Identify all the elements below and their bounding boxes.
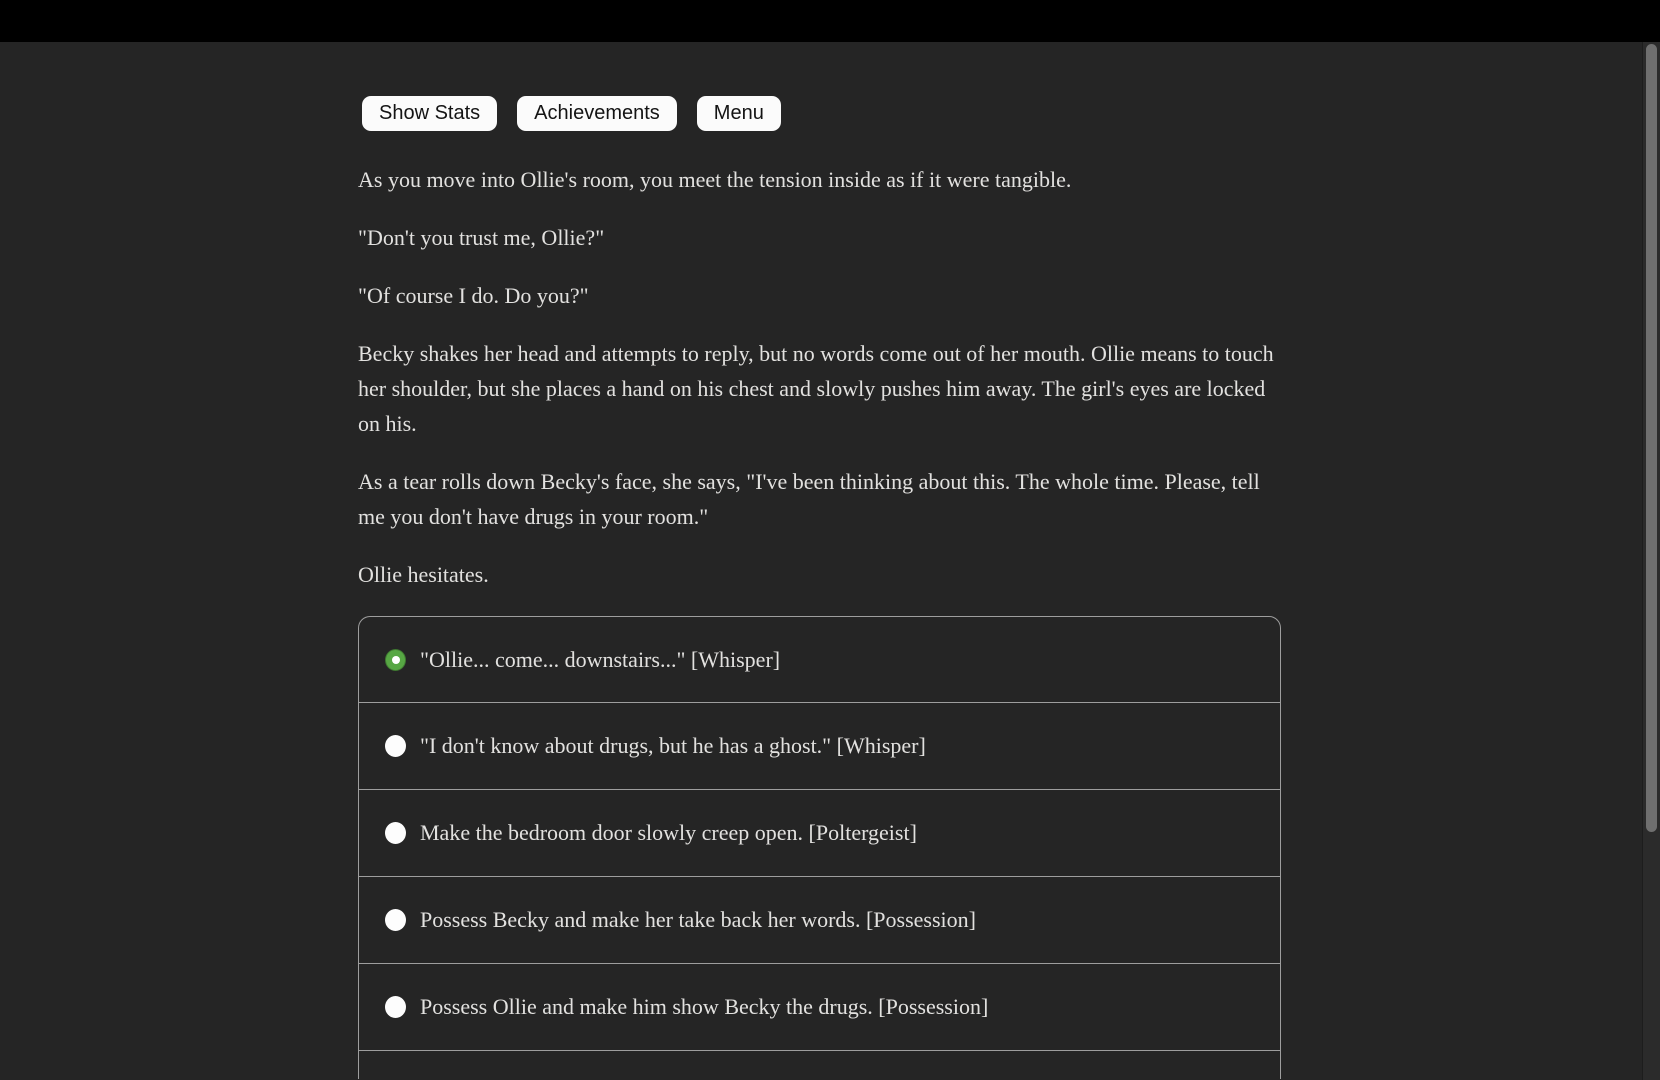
choice-option-3[interactable] [359, 789, 1280, 876]
choice-option-1[interactable] [359, 617, 1280, 702]
story-paragraph: As you move into Ollie's room, you meet the tension inside as if it were tangible. [358, 167, 1072, 192]
top-black-bar [0, 0, 1660, 42]
scrollbar-thumb[interactable] [1646, 44, 1657, 832]
show-stats-button[interactable]: Show Stats [362, 96, 497, 131]
choice-option-5[interactable] [359, 963, 1280, 1050]
story-text [358, 162, 1283, 592]
story-paragraph: "Of course I do. Do you?" [358, 283, 589, 308]
story-paragraph: As a tear rolls down Becky's face, she says, "I've been thinking about this. The whole time. Please, tell me you don't have drugs in your room." [358, 469, 1260, 529]
story-paragraph: Ollie hesitates. [358, 562, 489, 587]
choice-option-label[interactable]: "Ollie... come... downstairs..." [Whisper] [420, 646, 781, 672]
radio-selected-icon[interactable] [385, 649, 406, 671]
menu-button[interactable]: Menu [697, 96, 781, 131]
choice-option-label[interactable]: "I don't know about drugs, but he has a ghost." [Whisper] [420, 733, 926, 758]
radio-unselected-icon[interactable] [385, 996, 406, 1018]
story-paragraph: Becky shakes her head and attempts to reply, but no words come out of her mouth. Ollie means to touch her shoulder, but she places a hand on his chest and slowly pushes him away. The girl's eyes are locked on his. [358, 341, 1274, 436]
choice-option-2[interactable] [359, 702, 1280, 789]
choice-option-label[interactable]: Make the bedroom door slowly creep open. [Poltergeist] [420, 820, 917, 845]
story-paragraph: "Don't you trust me, Ollie?" [358, 225, 605, 250]
choice-list [358, 616, 1281, 1079]
choice-option-label[interactable]: Possess Ollie and make him show Becky the drugs. [Possession] [420, 994, 989, 1019]
choice-option-4[interactable] [359, 876, 1280, 963]
radio-unselected-icon[interactable] [385, 822, 406, 844]
game-toolbar [358, 96, 1283, 131]
achievements-button[interactable]: Achievements [517, 96, 677, 131]
choice-option-6-partial[interactable] [359, 1050, 1280, 1079]
game-content-column [358, 42, 1283, 1079]
scrollbar-track[interactable] [1642, 42, 1660, 1080]
radio-unselected-icon[interactable] [385, 909, 406, 931]
choice-option-label[interactable]: Possess Becky and make her take back her words. [Possession] [420, 907, 976, 932]
radio-unselected-icon[interactable] [385, 735, 406, 757]
